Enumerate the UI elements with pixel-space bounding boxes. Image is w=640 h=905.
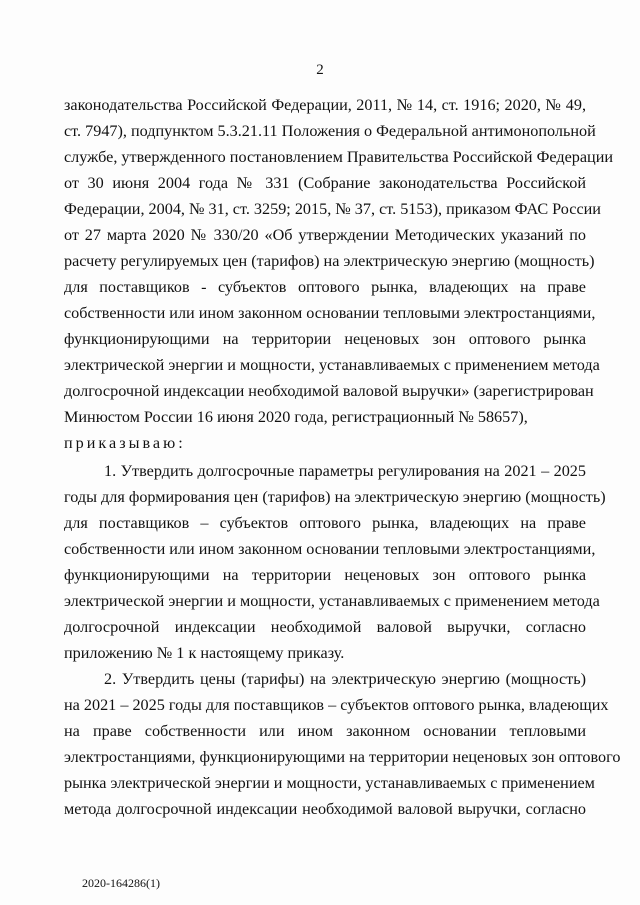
page-number: 2 <box>316 62 324 78</box>
text-line: на праве собственности или ином законном основании тепловыми <box>64 722 586 740</box>
text-line: для поставщиков - субъектов оптового рынка, владеющих на праве <box>64 278 586 296</box>
text-line: Минюстом России 16 июня 2020 года, регистрационный № 58657), <box>64 408 528 426</box>
text-line: от 27 марта 2020 № 330/20 «Об утверждении Методических указаний по <box>64 226 586 244</box>
text-line: ст. 7947), подпунктом 5.3.21.11 Положения о Федеральной антимонопольной <box>64 122 596 140</box>
text-line: законодательства Российской Федерации, 2011, № 14, ст. 1916; 2020, № 49, <box>64 96 586 114</box>
text-line: службе, утвержденного постановлением Правительства Российской Федерации <box>64 148 614 166</box>
text-line: функционирующими на территории неценовых зон оптового рынка <box>64 330 586 348</box>
text-line: на 2021 – 2025 годы для поставщиков – субъектов оптового рынка, владеющих <box>64 696 609 714</box>
text-line: долгосрочной индексации необходимой валовой выручки, согласно <box>64 618 586 636</box>
text-line: рынка электрической энергии и мощности, устанавливаемых с применением <box>64 774 595 792</box>
text-line: Федерации, 2004, № 31, ст. 3259; 2015, № 37, ст. 5153), приказом ФАС России <box>64 200 601 218</box>
text-line: долгосрочной индексации необходимой валовой выручки» (зарегистрирован <box>64 382 594 400</box>
text-line: электростанциями, функционирующими на территории неценовых зон оптового <box>64 748 621 766</box>
text-line: от 30 июня 2004 года № 331 (Собрание законодательства Российской <box>64 174 586 192</box>
text-line: метода долгосрочной индексации необходимой валовой выручки, согласно <box>64 800 586 818</box>
text-line: собственности или ином законном основании тепловыми электростанциями, <box>64 540 596 558</box>
text-line: собственности или ином законном основании тепловыми электростанциями, <box>64 304 596 322</box>
text-line: расчету регулируемых цен (тарифов) на электрическую энергию (мощность) <box>64 252 595 270</box>
text-line: электрической энергии и мощности, устанавливаемых с применением метода <box>64 592 600 610</box>
text-line: приложению № 1 к настоящему приказу. <box>64 644 345 662</box>
order-keyword: приказываю: <box>64 434 186 452</box>
item-2-line: 2. Утвердить цены (тарифы) на электрическую энергию (мощность) <box>104 670 586 688</box>
text-line: годы для формирования цен (тарифов) на электрическую энергию (мощность) <box>64 488 606 506</box>
text-line: электрической энергии и мощности, устанавливаемых с применением метода <box>64 356 600 374</box>
item-1-line: 1. Утвердить долгосрочные параметры регулирования на 2021 – 2025 <box>104 462 586 480</box>
document-code: 2020-164286(1) <box>82 876 160 890</box>
text-line: функционирующими на территории неценовых зон оптового рынка <box>64 566 586 584</box>
text-line: для поставщиков – субъектов оптового рынка, владеющих на праве <box>64 514 586 532</box>
